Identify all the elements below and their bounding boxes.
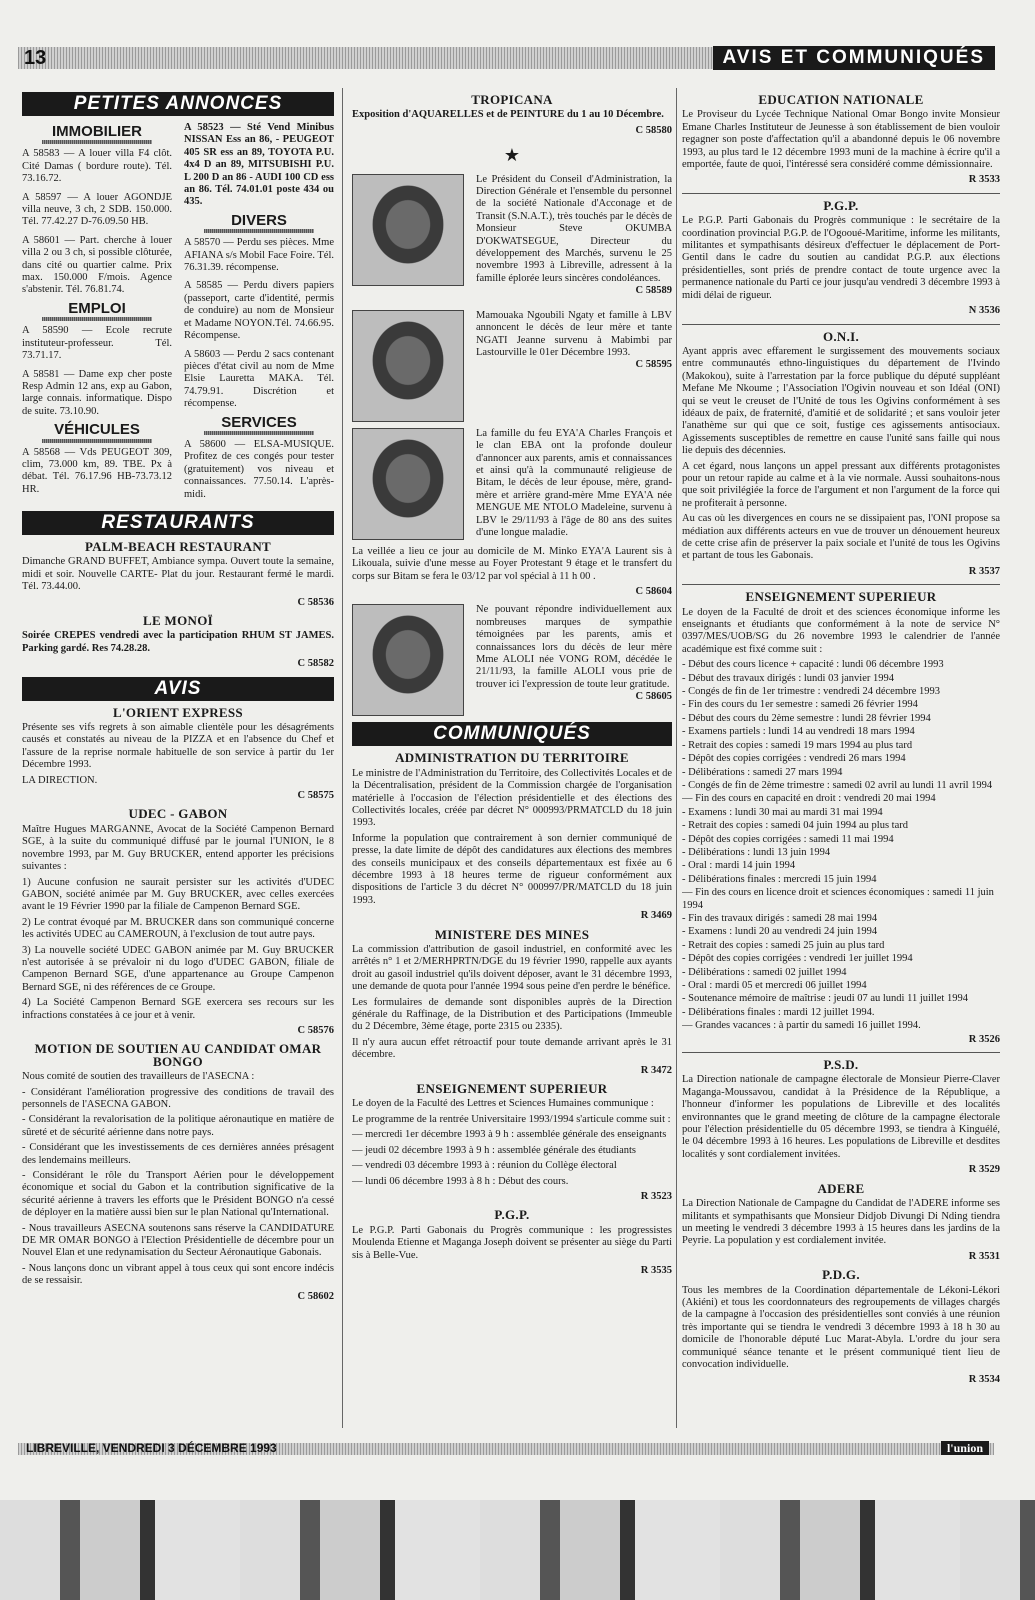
reference-code: C 58580 <box>635 124 672 136</box>
classified-ad: A 58523 — Sté Vend Minibus NISSAN Ess an 86, - PEUGEOT 405 SR ess an 89, TOYOTA P.U. 4x4 D an 89, MITSUBISHI P.U. L 200 D an 86 - AUDI 100 CD ess an 86. Tél. 74.01.01 poste 434 ou 435. <box>184 122 334 208</box>
article-text: - Considérant la revalorisation de la politique aéronautique en matière de sûreté et de sécurité aérienne dans notre pays. <box>22 1114 334 1138</box>
article-text: - Nous travailleurs ASECNA soutenons sans réserve la CANDIDATURE DE MR OMAR BONGO à l'Election Présidentielle de décembre pour un Nouvel Elan et une redynamisation du Secteur Aéronautique Gabonais. <box>22 1222 334 1259</box>
banner-petites-annonces: PETITES ANNONCES <box>22 92 334 116</box>
category-emploi: EMPLOI <box>68 299 126 317</box>
article-text: — vendredi 03 décembre 1993 à : réunion du Collège électoral <box>352 1160 617 1172</box>
classifieds-left <box>22 122 172 507</box>
article-text: - Considérant que les investissements de ces dernières années présagent des lendemains meilleurs. <box>22 1142 334 1166</box>
article-title: EDUCATION NATIONALE <box>758 92 924 107</box>
column-divider <box>676 88 677 1428</box>
article-title: TROPICANA <box>471 92 553 107</box>
article-title: O.N.I. <box>822 328 860 344</box>
calendar-item: - Congés de fin de 2ème trimestre : samedi 02 avril au lundi 11 avril 1994 <box>682 779 993 791</box>
article-text: Tous les membres de la Coordination départementale de Lékoni-Lékori (Akiéni) et tous les coordonnateurs des regroupements de villages chargés de la campagne à l'occasion des présidentielles sont conviés à une réunion très importante qui se tiendra le vendredi 3 décembre 1993 à 18 h 30 au domicile de l'honorable député Luc Marat-Abyla. L'ordre du jour sera communiqué séance tenante et le présent communiqué tient lieu de convocation individuelle. <box>682 1284 1000 1370</box>
calendar-item: - Retrait des copies : samedi 04 juin 1994 au plus tard <box>682 820 908 832</box>
article-text: A cet égard, nous lançons un appel pressant aux différents protagonistes pour un retour rapide au calme et à la vie normale. Aussi souhaitons-nous que soit privilégiée la force de l'argument et non l'argument de la force qui ne profiterait à personne. <box>682 460 1000 509</box>
calendar-item: - Début des travaux dirigés : lundi 03 janvier 1994 <box>682 672 894 684</box>
article-text: — mercredi 1er décembre 1993 à 9 h : assemblée générale des enseignants <box>352 1129 667 1141</box>
calendar-item: - Congés de fin de 1er trimestre : vendredi 24 décembre 1993 <box>682 686 941 698</box>
calendar-item: - Début des cours licence + capacité : lundi 06 décembre 1993 <box>682 659 944 671</box>
article-text: 2) Le contrat évoqué par M. BRUCKER dans son communiqué concerne les activités UDEC au CAMEROUN, à l'exclusion de tout autre pays. <box>22 916 334 941</box>
category-rule <box>204 431 314 435</box>
banner-restaurants: RESTAURANTS <box>22 511 334 535</box>
calendar-item: - Dépôt des copies corrigées : samedi 11 mai 1994 <box>682 833 894 845</box>
reference-code: R 3523 <box>640 1190 672 1202</box>
calendar-item: - Dépôt des copies corrigées : vendredi 26 mars 1994 <box>682 753 906 765</box>
category-divers: DIVERS <box>231 211 287 229</box>
reference-code: C 58576 <box>297 1024 334 1036</box>
article-title: P.D.G. <box>822 1267 860 1283</box>
article-signature: LA DIRECTION. <box>22 774 98 786</box>
article-text: Maître Hugues MARGANNE, Avocat de la Société Campenon Bernard SGE, à la suite du communiqué diffusé par le journal l'UNION, le 8 novembre 1993, par M. Guy BRUCKER, entend apporter les précisions suivantes : <box>22 823 334 873</box>
reference-code: C 58595 <box>635 359 672 371</box>
obituary <box>352 428 672 540</box>
article-text: Le doyen de la Faculté des Lettres et Sciences Humaines communique : <box>352 1098 654 1110</box>
calendar-item: - Oral : mardi 05 et mercredi 06 juillet 1994 <box>682 980 867 991</box>
reference-code: R 3469 <box>640 910 672 922</box>
obituary-text: Le Président du Conseil d'Administration, la Direction Générale et l'ensemble du personnel de la société Nationale d'Acconage et de Transit (S.N.A.T.), très touchés par le décès de Monsieur Steve OKUMBA D'OKWATSEGUE, Directeur du développement des Marchés, survenu le 25 novembre 1993 à Libreville, adressent à la famille éplorée leurs sincères condoléances. <box>476 173 672 284</box>
article-title: ADERE <box>817 1180 865 1196</box>
article-text: Le programme de la rentrée Universitaire 1993/1994 s'articule comme suit : <box>352 1113 671 1125</box>
obituary-text: Ne pouvant répondre individuellement aux nombreuses marques de sympathie témoignées par les parents, amis et connaissances lors du décès de leur mère Mme ALOLI née VONG ROM, décédée le 21/11/93, la famille ALOLI vous prie de trouver ici l'expression de toute leur gratitude. <box>476 604 672 690</box>
obituary-body <box>476 174 672 304</box>
calendar-item: - Début des cours du 2ème semestre : lundi 28 février 1994 <box>682 712 931 724</box>
article-text: La veillée a lieu ce jour au domicile de M. Minko EYA'A Laurent sis à Likouala, suivie d'une messe au Foyer Protestant 9 étage et le transfert du corps sur Bitam se fera le 03/12 par vol spécial à 11 h 00 . <box>352 545 672 582</box>
divider <box>682 193 1000 194</box>
category-rule <box>42 439 152 443</box>
banner-communiques: COMMUNIQUÉS <box>352 722 672 746</box>
article-text: 4) La Société Campenon Bernard SGE exercera ses recours sur les infractions constatées à ce jour et à venir. <box>22 997 334 1021</box>
article-text: 1) Aucune confusion ne saurait persister sur les activités d'UDEC GABON, société animée par M. Guy BRUCKER, avec celles exercées avant le 19 Février 1990 par la filiale de Campenon Bernard SGE. <box>22 876 334 913</box>
reference-code: C 58575 <box>297 790 334 802</box>
article-title: MINISTERE DES MINES <box>434 926 590 942</box>
article-title: MOTION DE SOUTIEN AU CANDIDAT OMAR BONGO <box>34 1041 322 1069</box>
article-text: - Nous lançons donc un vibrant appel à tous ceux qui sont encore indécis de se ressaisir. <box>22 1262 334 1287</box>
reference-code: R 3534 <box>968 1374 1000 1386</box>
category-immobilier: IMMOBILIER <box>52 123 142 140</box>
calendar-item: - Délibérations : samedi 02 juillet 1994 <box>682 966 847 978</box>
reference-code: R 3533 <box>968 174 1000 186</box>
article-text: - Considérant l'amélioration progressive des conditions de travail des personnels de l'ASECNA GABON. <box>22 1086 334 1110</box>
reference-code: R 3472 <box>640 1064 672 1076</box>
calendar-item: — Fin des cours en capacité en droit : vendredi 20 mai 1994 <box>682 793 936 805</box>
reference-code: C 58536 <box>297 596 334 608</box>
article-title: P.G.P. <box>494 1207 530 1223</box>
article-text: Dimanche GRAND BUFFET, Ambiance sympa. Ouvert toute la semaine, midi et soir. Nouvelle CARTE- Plat du jour. Restaurant fermé le mardi. Tél. 73.44.00. <box>22 556 334 593</box>
reference-code: C 58589 <box>635 285 672 297</box>
classified-ad: A 58568 — Vds PEUGEOT 309, clim, 73.000 km, 89. TBE. Px à débat. Tél. 76.17.96 HB-73.73.12 HR. <box>22 446 172 495</box>
column-left <box>22 88 334 1428</box>
category-vehicules: VÉHICULES <box>54 421 140 439</box>
classifieds-grid <box>22 122 334 507</box>
divider <box>682 324 1000 325</box>
portrait-photo <box>352 428 464 540</box>
article-title: ENSEIGNEMENT SUPERIEUR <box>745 589 937 605</box>
article-text: Le Proviseur du Lycée Technique National Omar Bongo invite Monsieur Emane Charles Instituteur de Jeunesse à son établissement de bien vouloir regagner son poste d'affectation qu'il a abandonné depuis le 06 novembre 1993, au plus tard le 12 décembre 1993 muni de la machine à écrire qu'il a emportée, faute de quoi, l'intéressé sera considéré comme démissionnaire. <box>682 109 1000 171</box>
article-text: Exposition d'AQUARELLES et de PEINTURE du 1 au 10 Décembre. <box>352 109 664 121</box>
article-text: Il n'y aura aucun effet rétroactif pour toute demande arrivant après le 31 décembre. <box>352 1036 672 1061</box>
article-text: Nous comité de soutien des travailleurs de l'ASECNA : <box>22 1071 255 1083</box>
article-text: La commission d'attribution de gasoil industriel, en conformité avec les arrêtés n° 1 et 2/MERHPRTN/DGE du 19 février 1990, rappelle aux ayants droit au gasoil industriel qu'ils doivent déposer, avant le 31 décembre 1993, une demande de quota pour l'année 1994 sous peine d'en perdre le bénéfice. <box>352 944 672 993</box>
article-text: Le P.G.P. Parti Gabonais du Progrès communique : le secrétaire de la coordination provincial P.G.P. de l'Ogooué-Maritime, informe les militants, militantes et sympathisants désireux d'effectuer le déplacement de Port-Gentil dans le cadre du soutien au candidat P.G.P. aux élections présidentielles, sont priés de prendre contact de toute urgence avec la permanence nationale du Parti ce jour jusqu'au vendredi 3 décembre 1993 à midi délai de rigueur. <box>682 215 1000 301</box>
classified-ad: A 58570 — Perdu ses pièces. Mme AFIANA s/s Mobil Face Foire. Tél. 76.31.39. récompense. <box>184 237 334 274</box>
calendar-item: - Retrait des copies : samedi 19 mars 1994 au plus tard <box>682 739 913 751</box>
classified-ad: A 58585 — Perdu divers papiers (passeport, carte d'identité, permis de conduire) au nom de Monsieur et Madame NOYON.Tél. 74.66.95. Récompense. <box>184 280 334 342</box>
classified-ad: A 58590 — Ecole recrute instituteur-professeur. Tél. 73.71.17. <box>22 325 172 362</box>
calendar-item: — Grandes vacances : à partir du samedi 16 juillet 1994. <box>682 1020 921 1032</box>
footer-dateline: LIBREVILLE, VENDREDI 3 DÉCEMBRE 1993 <box>26 1441 277 1455</box>
obituary <box>352 174 672 304</box>
article-text: La Direction Nationale de Campagne du Candidat de l'ADERE informe ses militants et sympathisants que Monsieur Didjob Divungi Di Nding tiendra un meeting le vendredi 3 décembre 1993 à 15 heures dans les jardins de la Peyrie. La population y est cordialement invitée. <box>682 1198 1000 1247</box>
obituary-text: La famille du feu EYA'A Charles François et le clan EBA ont la profonde douleur d'annoncer aux parents, amis et connaissances et ainsi qu'à la communauté religieuse de Bitam, le décès de leur épouse, mère, grand-mère et arrière grand-mère Mme EYA'A née MENGUE ME NTOLO Madeleine, survenu à LBV le 29/11/93 à l'âge de 80 ans des suites d'une longue maladie. <box>476 427 672 538</box>
article-text: — lundi 06 décembre 1993 à 8 h : Début des cours. <box>352 1175 569 1187</box>
article-title: PALM-BEACH RESTAURANT <box>84 538 272 554</box>
classifieds-right <box>184 122 334 507</box>
article-title: L'ORIENT EXPRESS <box>113 704 243 720</box>
article-text: Le P.G.P. Parti Gabonais du Progrès communique : les progressistes Moulenda Etienne et Maganga Joseph doivent se présenter au siège du Parti sis à Belle-Vue. <box>352 1224 672 1261</box>
article-text: Soirée CREPES vendredi avec la participation RHUM ST JAMES. Parking gardé. Res 74.28.28. <box>22 630 334 654</box>
reference-code: R 3531 <box>968 1250 1000 1262</box>
reference-code: R 3529 <box>968 1164 1000 1176</box>
reference-code: R 3535 <box>640 1264 672 1276</box>
reference-code: C 58602 <box>297 1290 334 1302</box>
article-text: — jeudi 02 décembre 1993 à 9 h : assemblée générale des étudiants <box>352 1144 636 1156</box>
article-title: UDEC - GABON <box>128 806 228 822</box>
calendar-item: - Fin des travaux dirigés : samedi 28 mai 1994 <box>682 912 878 924</box>
article-title: ENSEIGNEMENT SUPERIEUR <box>416 1081 608 1097</box>
obituary-body <box>476 604 672 716</box>
calendar-item: - Examens : lundi 20 au vendredi 24 juin 1994 <box>682 926 878 938</box>
calendar-item: - Délibérations finales : mardi 12 juillet 1994. <box>682 1006 875 1018</box>
article-text: Présente ses vifs regrets à son aimable clientèle pour les désagréments causés et constatés au niveau de la PIZZA et en l'absence du Chef et l'assure de la reprise normale habituelle de son service à partir du 1er Décembre 1993. <box>22 722 334 771</box>
calendar-item: - Examens : lundi 30 mai au mardi 31 mai 1994 <box>682 806 883 818</box>
article-text: Les formulaires de demande sont disponibles auprès de la Direction générale du Raffinage, de la Distribution et des Participations (Immeuble du 2 Décembre, 3ème étage, porte 2315 ou 2335). <box>352 996 672 1033</box>
calendar-item: — Fin des cours en licence droit et sciences économiques : samedi 11 juin 1994 <box>682 887 994 911</box>
portrait-photo <box>352 310 464 422</box>
calendar-item: - Examens partiels : lundi 14 au vendredi 18 mars 1994 <box>682 726 915 738</box>
reference-code: N 3536 <box>968 305 1000 317</box>
category-rule <box>42 140 152 144</box>
article-text: Le doyen de la Faculté de droit et des sciences économique informe les enseignants et étudiants que conformément à la note de service N° 0397/MES/UOB/SG du 26 novembre 1993 le calendrier de l'année académique est fixé comme suit : <box>682 606 1000 655</box>
obituary <box>352 604 672 716</box>
column-middle <box>352 88 672 1428</box>
calendar-item: - Dépôt des copies corrigées : vendredi 1er juillet 1994 <box>682 953 913 965</box>
article-title: ADMINISTRATION DU TERRITOIRE <box>395 750 629 766</box>
obituary-text: Mamouaka Ngoubili Ngaty et famille à LBV annoncent le décès de leur mère et tante NGATI Jeanne survenu à Mabimbi par Lastourville le 01er Décembre 1993. <box>476 309 672 358</box>
divider <box>682 1052 1000 1053</box>
article-text: 3) La nouvelle société UDEC GABON animée par M. Guy BRUCKER n'est autorisée à se prévaloir ni du logo d'UDEC GABON, filiale de Campenon Bernard SGE, d'une appartenance au Groupe Campenon Bernard SGE, ni des références de ce Groupe. <box>22 944 334 993</box>
calendar-item: - Délibérations : samedi 27 mars 1994 <box>682 766 843 778</box>
calendar-item: - Oral : mardi 14 juin 1994 <box>682 860 796 872</box>
calendar-item: - Fin des cours du 1er semestre : samedi 26 février 1994 <box>682 699 918 711</box>
classified-ad: A 58601 — Part. cherche à louer villa 2 ou 3 ch, si possible clôturée, dans cité ou quartier calme. Prix max. 150.000 F/mois. Agence s'abstenir. Tél. 76.81.74. <box>22 234 172 296</box>
article-text: Ayant appris avec effarement le surgissement des mouvements sociaux entre communautés ethno-linguistiques du département de l'Ivindo (Makokou), suite à l'arrestation par la force publique du député suppléant Mefane Me Nkoume ; l'Association l'Ogivin nouveau et son Idéal (ONI) qui se veut le creuset de l'Unité de tous les Ogivins conformément à ses idéaux de paix, de fraternité, d'amitié et de solidarité ; et sans vouloir jeter l'anathème sur qui que ce soit, fustige ces agissements antisociaux. Agissements susceptibles de remettre en cause l'unité sans faille qui nous lie depuis des décennies. <box>682 345 1000 457</box>
category-services: SERVICES <box>221 413 297 431</box>
category-rule <box>204 229 314 233</box>
reference-code: R 3526 <box>968 1033 1000 1045</box>
reference-code: C 58582 <box>297 658 334 670</box>
section-title: AVIS ET COMMUNIQUÉS <box>713 46 996 70</box>
classified-ad: A 58603 — Perdu 2 sacs contenant pièces d'état civil au nom de Mme Elsie Lauretta MAKA. Tél. 74.79.91. Discrétion et récompense. <box>184 348 334 410</box>
footer-masthead: l'union <box>941 1441 989 1455</box>
column-right <box>682 88 1000 1428</box>
obituary-body <box>476 428 672 540</box>
star-icon: ★ <box>503 145 521 166</box>
article-text: Informe la population que contrairement à son dernier communiqué de presse, la date limite de dépôt des candidatures aux élections des membres des conseils municipaux et des conseils départementaux est fixée au 6 décembre 1993 à 18 heures terme de rigueur conformément aux dispositions de l'article 3 du décret N° 000997/PR/MATCLD du 18 juin 1993. <box>352 832 672 906</box>
calendar-item: - Retrait des copies : samedi 25 juin au plus tard <box>682 939 885 951</box>
reference-code: C 58604 <box>635 585 672 597</box>
classified-ad: A 58581 — Dame exp cher poste Resp Admin 12 ans, exp au Gabon, large connais. informatique. Dispo de suite. 73.10.90. <box>22 368 172 417</box>
divider <box>682 584 1000 585</box>
academic-calendar <box>682 659 1000 1032</box>
classified-ad: A 58600 — ELSA-MUSIQUE. Profitez de ces congés pour tester (gratuitement) vos niveau et connaissances. 77.50.14. L'après-midi. <box>184 438 334 500</box>
portrait-photo <box>352 604 464 716</box>
calendar-item: - Soutenance mémoire de maîtrise : jeudi 07 au lundi 11 juillet 1994 <box>682 993 968 1005</box>
article-text: Le ministre de l'Administration du Territoire, des Collectivités Locales et de la Décentralisation, président de la Commission chargée de l'organisation matérielle à l'occasion de l'élection présidentielle et des élections des Collectivités locales, créée par décret N° 000993/PRMATCLD du 18 juin 1993. <box>352 767 672 829</box>
page-number: 13 <box>24 47 47 69</box>
obituary <box>352 310 672 422</box>
article-text: Au cas où les divergences en cours ne se dissipaient pas, l'ONI propose sa médiation aux différents acteurs en vue de trouver un dénouement heureux de cette crise afin de préserver la paix sociale et l'unité de tous les Ogivins et partant de tous les Gabonais. <box>682 513 1000 562</box>
column-divider <box>342 88 343 1428</box>
portrait-photo <box>352 174 464 286</box>
calendar-item: - Délibérations : lundi 13 juin 1994 <box>682 846 831 858</box>
category-rule <box>42 317 152 321</box>
reference-code: C 58605 <box>635 691 672 703</box>
article-text: - Considérant le rôle du Transport Aérien pour le développement économique et social du Gabon et la contribution significative de la sécurité aérienne à travers les efforts que le Président BONGO n'a cessé de déployer en la matière aussi bien sur le plan National qu'International. <box>22 1170 334 1219</box>
obituary-body <box>476 310 672 422</box>
classified-ad: A 58583 — A louer villa F4 clôt. Cité Damas ( bordure route). Tél. 73.16.72. <box>22 148 172 185</box>
scan-artifact <box>0 1500 1035 1600</box>
reference-code: R 3537 <box>968 565 1000 577</box>
article-title: P.G.P. <box>823 197 859 213</box>
article-title: P.S.D. <box>823 1057 859 1073</box>
classified-ad: A 58597 — A louer AGONDJE villa neuve, 3 ch, 2 SDB. 150.000. Tél. 77.42.27 D-76.09.50 HB. <box>22 191 172 228</box>
article-title: LE MONOÏ <box>143 613 213 628</box>
banner-avis: AVIS <box>22 677 334 701</box>
calendar-item: - Délibérations finales : mercredi 15 juin 1994 <box>682 873 877 885</box>
article-text: La Direction nationale de campagne électorale de Monsieur Pierre-Claver Maganga-Moussavou, candidat à la Présidence de la République, a l'honneur d'informer les populations de Libreville et des localités environnantes que le grand meeting de clôture de la campagne électorale pour l'élection présidentielle du 05 décembre 1993, se tiendra à Kinguélé, le 04 décembre 1993 à 16 heures. Les populations de Libreville et desdites localités y sont cordialement invitées. <box>682 1074 1000 1160</box>
